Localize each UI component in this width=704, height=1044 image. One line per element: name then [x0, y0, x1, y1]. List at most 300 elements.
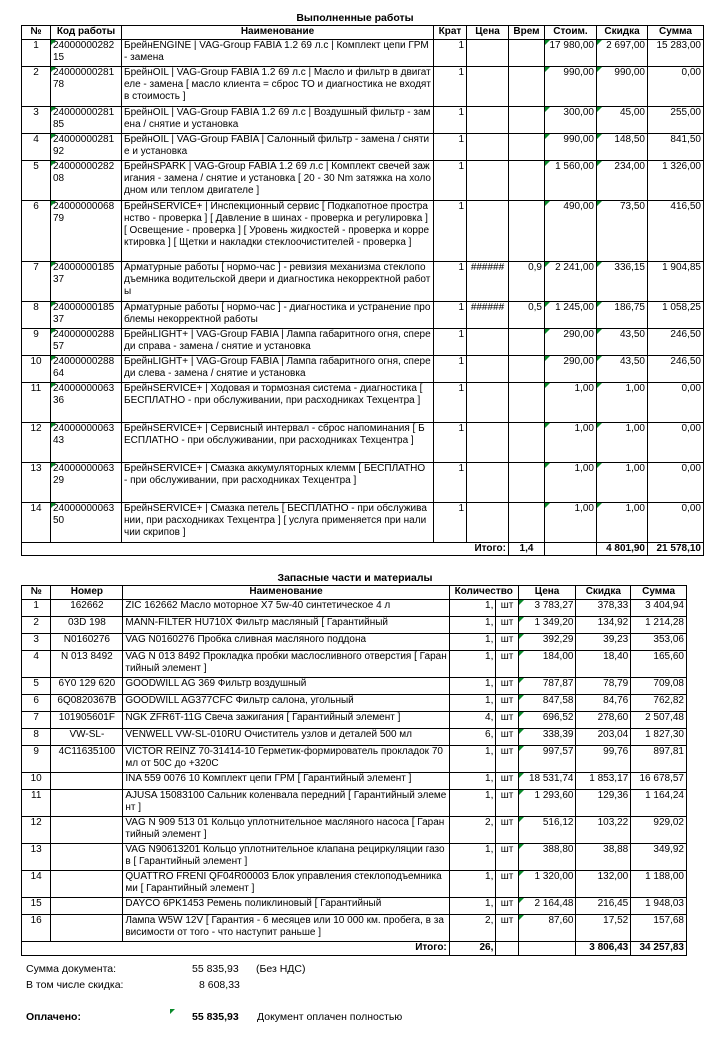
parts-row-name: QUATTRO FRENI QF04R00003 Блок управления стеклоподъемниками [ Гарантийный элемент ]	[123, 871, 449, 898]
parts-row-unit: шт	[496, 634, 518, 651]
parts-row-partnum: N0160276	[51, 634, 123, 651]
parts-row-number: 4	[22, 651, 51, 678]
parts-row-unit: шт	[496, 790, 518, 817]
works-total-cost	[545, 543, 597, 556]
parts-row-sum: 762,82	[631, 695, 687, 712]
parts-row-number: 13	[22, 844, 51, 871]
works-row-price	[467, 107, 509, 134]
works-row-sum: 0,00	[648, 383, 704, 423]
works-row	[22, 107, 704, 134]
works-row-number: 14	[22, 503, 51, 543]
works-row-name: БрейнSERVICE+ | Инспекционный сервис [ Подкапотное пространство - проверка ] [ Давление в шинах - проверка и регулировка ] [ Освещение - проверка ] [ Уровень жидкостей - проверка и корректировка ] [ Щетки и накладки стеклоочистителей - проверка ]	[122, 201, 434, 262]
parts-row-number: 7	[22, 712, 51, 729]
doc-sum-value: 55 835,93	[192, 963, 239, 975]
parts-row-number: 15	[22, 898, 51, 915]
parts-row-sum: 16 678,57	[631, 773, 687, 790]
parts-row-name: MANN-FILTER HU710X Фильтр масляный [ Гарантийный	[123, 617, 449, 634]
parts-table	[21, 585, 687, 956]
parts-row-price: 1 320,00	[518, 871, 576, 898]
works-row-time	[509, 134, 545, 161]
parts-total-label: Итого:	[22, 942, 450, 956]
works-row	[22, 423, 704, 463]
works-row-cost: 300,00	[545, 107, 597, 134]
works-row-code: 2400000028185	[51, 107, 122, 134]
parts-row-price: 1 293,60	[518, 790, 576, 817]
works-row-code: 2400000006350	[51, 503, 122, 543]
works-row-sum: 1 058,25	[648, 302, 704, 329]
works-row-cost: 2 241,00	[545, 262, 597, 302]
parts-row	[22, 600, 687, 617]
parts-row-discount: 1 853,17	[576, 773, 631, 790]
works-row	[22, 356, 704, 383]
parts-row-discount: 216,45	[576, 898, 631, 915]
works-row-cost: 490,00	[545, 201, 597, 262]
works-title: Выполненные работы	[296, 12, 414, 24]
works-row-name: БрейнSERVICE+ | Смазка аккумуляторных клемм [ БЕСПЛАТНО - при обслуживании, при расходниках Техцентра ]	[122, 463, 434, 503]
works-row-price	[467, 463, 509, 503]
parts-total-discount: 3 806,43	[576, 942, 631, 956]
parts-row-number: 5	[22, 678, 51, 695]
parts-row-price: 1 349,20	[518, 617, 576, 634]
works-row-cost: 1,00	[545, 423, 597, 463]
parts-row-qty: 4,	[449, 712, 496, 729]
parts-row-qty: 1,	[449, 634, 496, 651]
parts-row	[22, 871, 687, 898]
works-row-discount: 73,50	[597, 201, 648, 262]
parts-row-qty: 1,	[449, 678, 496, 695]
parts-row-qty: 1,	[449, 600, 496, 617]
parts-row-number: 9	[22, 746, 51, 773]
parts-row-price: 787,87	[518, 678, 576, 695]
paid-note: Документ оплачен полностью	[257, 1011, 403, 1023]
parts-row-price: 388,80	[518, 844, 576, 871]
works-row-price	[467, 201, 509, 262]
works-row-number: 9	[22, 329, 51, 356]
works-row-price	[467, 134, 509, 161]
parts-row	[22, 729, 687, 746]
works-row-discount: 990,00	[597, 67, 648, 107]
doc-sum-label: Сумма документа:	[26, 963, 117, 975]
parts-row-price: 2 164,48	[518, 898, 576, 915]
works-row-code: 2400000006336	[51, 383, 122, 423]
works-row-number: 3	[22, 107, 51, 134]
works-row-name: БрейнLIGHT+ | VAG-Group FABIA | Лампа габаритного огня, спереди слева - замена / снятие и установка	[122, 356, 434, 383]
works-row-time	[509, 383, 545, 423]
works-row-cost: 17 980,00	[545, 40, 597, 67]
parts-row-partnum	[51, 773, 123, 790]
parts-row-sum: 157,68	[631, 915, 687, 942]
parts-total-qty: 26,	[449, 942, 496, 956]
parts-col-price: Цена	[518, 586, 576, 600]
parts-row-name: VAG N 013 8492 Прокладка пробки маслосливного отверстия [ Гарантийный элемент ]	[123, 651, 449, 678]
works-col-code: Код работы	[51, 26, 122, 40]
works-row-cost: 290,00	[545, 356, 597, 383]
parts-row	[22, 844, 687, 871]
works-row-cost: 1 560,00	[545, 161, 597, 201]
parts-row-sum: 1 164,24	[631, 790, 687, 817]
works-row-name: БрейнOIL | VAG-Group FABIA 1.2 69 л.с | Масло и фильтр в двигателе - замена [ масло клиента = сброс ТО и диагностика не входят в стоимость ]	[122, 67, 434, 107]
parts-row-sum: 1 948,03	[631, 898, 687, 915]
works-table	[21, 25, 704, 556]
parts-row	[22, 915, 687, 942]
parts-row	[22, 678, 687, 695]
parts-row-qty: 1,	[449, 844, 496, 871]
works-row-discount: 186,75	[597, 302, 648, 329]
works-row-name: БрейнSERVICE+ | Сервисный интервал - сброс напоминания [ БЕСПЛАТНО - при обслуживании, при расходниках Техцентра ]	[122, 423, 434, 463]
parts-row-name: VAG N 909 513 01 Кольцо уплотнительное масляного насоса [ Гарантийный элемент ]	[123, 817, 449, 844]
parts-row-sum: 1 214,28	[631, 617, 687, 634]
works-row-krat: 1	[434, 40, 467, 67]
works-row-code: 2400000006329	[51, 463, 122, 503]
parts-row	[22, 712, 687, 729]
works-row-discount: 1,00	[597, 463, 648, 503]
parts-row-qty: 1,	[449, 790, 496, 817]
parts-row-discount: 78,79	[576, 678, 631, 695]
parts-row-name: VAG N90613201 Кольцо уплотнительное клапана рециркуляции газов [ Гарантийный элемент ]	[123, 844, 449, 871]
parts-row-partnum: 03D 198	[51, 617, 123, 634]
works-row-price	[467, 161, 509, 201]
works-row-discount: 1,00	[597, 423, 648, 463]
works-row-krat: 1	[434, 503, 467, 543]
works-total-sum: 21 578,10	[648, 543, 704, 556]
works-col-discount: Скидка	[597, 26, 648, 40]
works-row-number: 4	[22, 134, 51, 161]
works-row-name: Арматурные работы [ нормо-час ] - диагностика и устранение проблемы некорректной работы	[122, 302, 434, 329]
works-row	[22, 463, 704, 503]
parts-row-partnum: 101905601F	[51, 712, 123, 729]
parts-row-qty: 1,	[449, 746, 496, 773]
parts-row-partnum	[51, 790, 123, 817]
parts-row-discount: 134,92	[576, 617, 631, 634]
works-row-time	[509, 463, 545, 503]
parts-row-discount: 132,00	[576, 871, 631, 898]
parts-row-sum: 709,08	[631, 678, 687, 695]
works-row-time	[509, 423, 545, 463]
works-row-number: 11	[22, 383, 51, 423]
works-row-sum: 416,50	[648, 201, 704, 262]
discount-label: В том числе скидка:	[26, 979, 124, 991]
works-row-cost: 990,00	[545, 67, 597, 107]
works-row-code: 2400000018537	[51, 262, 122, 302]
works-total-discount: 4 801,90	[597, 543, 648, 556]
works-row-krat: 1	[434, 67, 467, 107]
works-row-code: 2400000028864	[51, 356, 122, 383]
parts-row-name: DAYCO 6PK1453 Ремень поликлиновый [ Гарантийный	[123, 898, 449, 915]
parts-row-number: 14	[22, 871, 51, 898]
parts-row-partnum: 162662	[51, 600, 123, 617]
works-row-code: 2400000006879	[51, 201, 122, 262]
parts-row	[22, 695, 687, 712]
works-row-discount: 1,00	[597, 383, 648, 423]
works-row-sum: 0,00	[648, 67, 704, 107]
works-row-krat: 1	[434, 201, 467, 262]
parts-row-sum: 2 507,48	[631, 712, 687, 729]
works-row-discount: 45,00	[597, 107, 648, 134]
works-row-number: 5	[22, 161, 51, 201]
works-col-krat: Крат	[434, 26, 467, 40]
parts-row-name: GOODWILL AG 369 Фильтр воздушный	[123, 678, 449, 695]
parts-row	[22, 746, 687, 773]
works-col-number: №	[22, 26, 51, 40]
parts-row-partnum	[51, 844, 123, 871]
works-row	[22, 503, 704, 543]
works-row-code: 2400000028178	[51, 67, 122, 107]
parts-row-price: 516,12	[518, 817, 576, 844]
works-row-sum: 246,50	[648, 356, 704, 383]
parts-row-partnum: 6Y0 129 620	[51, 678, 123, 695]
parts-row-unit: шт	[496, 844, 518, 871]
works-row	[22, 40, 704, 67]
works-row-number: 6	[22, 201, 51, 262]
works-row-krat: 1	[434, 329, 467, 356]
works-row-number: 8	[22, 302, 51, 329]
works-row-krat: 1	[434, 423, 467, 463]
parts-row-name: VENWELL VW-SL-010RU Очиститель узлов и деталей 500 мл	[123, 729, 449, 746]
parts-row-discount: 39,23	[576, 634, 631, 651]
parts-row-number: 12	[22, 817, 51, 844]
parts-row-partnum: 4C11635100	[51, 746, 123, 773]
parts-row-sum: 3 404,94	[631, 600, 687, 617]
parts-row-discount: 84,76	[576, 695, 631, 712]
parts-row-unit: шт	[496, 898, 518, 915]
parts-total-sum: 34 257,83	[631, 942, 687, 956]
works-row-time	[509, 107, 545, 134]
works-row-name: БрейнSERVICE+ | Смазка петель [ БЕСПЛАТНО - при обслуживании, при расходниках Техцентра ] [ услуга применяется при наличии скрипов ]	[122, 503, 434, 543]
works-row-number: 12	[22, 423, 51, 463]
works-row-price	[467, 383, 509, 423]
works-row-code: 2400000028215	[51, 40, 122, 67]
works-row	[22, 302, 704, 329]
works-col-time: Врем	[509, 26, 545, 40]
works-col-sum: Сумма	[648, 26, 704, 40]
works-row-number: 2	[22, 67, 51, 107]
works-row-price	[467, 423, 509, 463]
parts-row-unit: шт	[496, 651, 518, 678]
works-row-sum: 1 326,00	[648, 161, 704, 201]
parts-row-unit: шт	[496, 617, 518, 634]
works-row-cost: 1,00	[545, 503, 597, 543]
works-row-time	[509, 161, 545, 201]
parts-row-number: 16	[22, 915, 51, 942]
parts-row-number: 8	[22, 729, 51, 746]
parts-row-price: 18 531,74	[518, 773, 576, 790]
parts-row-price: 87,60	[518, 915, 576, 942]
works-row-price: ######	[467, 262, 509, 302]
works-row	[22, 134, 704, 161]
works-row-time: 0,5	[509, 302, 545, 329]
parts-col-number: №	[22, 586, 51, 600]
parts-row-sum: 897,81	[631, 746, 687, 773]
works-row-discount: 336,15	[597, 262, 648, 302]
parts-row-name: INA 559 0076 10 Комплект цепи ГРМ [ Гарантийный элемент ]	[123, 773, 449, 790]
works-row	[22, 262, 704, 302]
works-row-name: БрейнOIL | VAG-Group FABIA 1.2 69 л.с | Воздушный фильтр - замена / снятие и установка	[122, 107, 434, 134]
works-row-sum: 1 904,85	[648, 262, 704, 302]
works-row-krat: 1	[434, 161, 467, 201]
works-row-time	[509, 329, 545, 356]
works-row-sum: 246,50	[648, 329, 704, 356]
works-row-time	[509, 503, 545, 543]
works-row-name: Арматурные работы [ нормо-час ] - ревизия механизма стеклоподъемника водительской двери и диагностика некорректной работы	[122, 262, 434, 302]
works-col-cost: Стоим.	[545, 26, 597, 40]
parts-row-number: 2	[22, 617, 51, 634]
parts-row-partnum	[51, 915, 123, 942]
parts-row-partnum: VW-SL-	[51, 729, 123, 746]
works-row-sum: 0,00	[648, 463, 704, 503]
parts-row-discount: 17,52	[576, 915, 631, 942]
works-row-number: 13	[22, 463, 51, 503]
parts-total-unit	[496, 942, 518, 956]
parts-row-sum: 1 827,30	[631, 729, 687, 746]
works-row	[22, 161, 704, 201]
discount-value: 8 608,33	[199, 979, 240, 991]
parts-row-qty: 6,	[449, 729, 496, 746]
parts-row-qty: 1,	[449, 617, 496, 634]
parts-row-unit: шт	[496, 678, 518, 695]
parts-row-discount: 203,04	[576, 729, 631, 746]
parts-row-number: 1	[22, 600, 51, 617]
works-row-sum: 0,00	[648, 503, 704, 543]
works-row-krat: 1	[434, 463, 467, 503]
parts-row-qty: 1,	[449, 898, 496, 915]
works-row-sum: 15 283,00	[648, 40, 704, 67]
paid-mark	[170, 1009, 175, 1014]
parts-total-row	[22, 942, 687, 956]
works-row-cost: 1 245,00	[545, 302, 597, 329]
parts-row-sum: 165,60	[631, 651, 687, 678]
parts-row-qty: 1,	[449, 871, 496, 898]
paid-value: 55 835,93	[192, 1011, 239, 1023]
parts-row-number: 6	[22, 695, 51, 712]
works-row-discount: 1,00	[597, 503, 648, 543]
parts-row-sum: 349,92	[631, 844, 687, 871]
works-total-time: 1,4	[509, 543, 545, 556]
works-row-price	[467, 503, 509, 543]
parts-row-price: 997,57	[518, 746, 576, 773]
parts-row-qty: 2,	[449, 817, 496, 844]
parts-row-qty: 1,	[449, 773, 496, 790]
parts-row-unit: шт	[496, 773, 518, 790]
parts-row-unit: шт	[496, 729, 518, 746]
works-total-row	[22, 543, 704, 556]
works-row-sum: 841,50	[648, 134, 704, 161]
works-row	[22, 201, 704, 262]
parts-row-discount: 129,36	[576, 790, 631, 817]
parts-row-unit: шт	[496, 915, 518, 942]
works-row-cost: 1,00	[545, 463, 597, 503]
paid-label: Оплачено:	[26, 1011, 81, 1023]
parts-col-qty: Количество	[449, 586, 518, 600]
works-row-name: БрейнSPARK | VAG-Group FABIA 1.2 69 л.с | Комплект свечей зажигания - замена / снятие и установка [ 20 - 30 Nm затяжка на холодном или теплом двигателе ]	[122, 161, 434, 201]
parts-row-unit: шт	[496, 600, 518, 617]
parts-row-name: AJUSA 15083100 Сальник коленвала передний [ Гарантийный элемент ]	[123, 790, 449, 817]
works-row-code: 2400000028192	[51, 134, 122, 161]
parts-total-price	[518, 942, 576, 956]
parts-row-name: VAG N0160276 Пробка сливная масляного поддона	[123, 634, 449, 651]
parts-row-discount: 99,76	[576, 746, 631, 773]
parts-row-qty: 1,	[449, 695, 496, 712]
parts-row-qty: 2,	[449, 915, 496, 942]
parts-row	[22, 634, 687, 651]
works-col-price: Цена	[467, 26, 509, 40]
parts-col-sum: Сумма	[631, 586, 687, 600]
parts-row-partnum	[51, 871, 123, 898]
works-row	[22, 383, 704, 423]
parts-row-price: 847,58	[518, 695, 576, 712]
works-row-krat: 1	[434, 302, 467, 329]
works-row-krat: 1	[434, 383, 467, 423]
works-row-price	[467, 356, 509, 383]
parts-row-number: 10	[22, 773, 51, 790]
works-header-row	[22, 26, 704, 40]
doc-sum-note: (Без НДС)	[256, 963, 306, 975]
works-row-sum: 255,00	[648, 107, 704, 134]
parts-row-qty: 1,	[449, 651, 496, 678]
parts-row-price: 3 783,27	[518, 600, 576, 617]
works-row-discount: 234,00	[597, 161, 648, 201]
parts-row-price: 696,52	[518, 712, 576, 729]
works-row-cost: 290,00	[545, 329, 597, 356]
parts-row-name: GOODWILL AG377CFC Фильтр салона, угольный	[123, 695, 449, 712]
works-row-name: БрейнOIL | VAG-Group FABIA | Салонный фильтр - замена / снятие и установка	[122, 134, 434, 161]
parts-row-unit: шт	[496, 817, 518, 844]
works-col-name: Наименование	[122, 26, 434, 40]
parts-row-sum: 1 188,00	[631, 871, 687, 898]
parts-row-discount: 278,60	[576, 712, 631, 729]
parts-row-name: Лампа W5W 12V [ Гарантия - 6 месяцев или 10 000 км. пробега, в зависимости от того - что наступит раньше ]	[123, 915, 449, 942]
parts-row-discount: 18,40	[576, 651, 631, 678]
parts-row	[22, 898, 687, 915]
works-row-code: 2400000028857	[51, 329, 122, 356]
works-row	[22, 329, 704, 356]
parts-row-number: 11	[22, 790, 51, 817]
works-row-name: БрейнLIGHT+ | VAG-Group FABIA | Лампа габаритного огня, спереди справа - замена / снятие и установка	[122, 329, 434, 356]
parts-col-name: Наименование	[123, 586, 449, 600]
parts-row-unit: шт	[496, 695, 518, 712]
parts-row-sum: 353,06	[631, 634, 687, 651]
parts-row-sum: 929,02	[631, 817, 687, 844]
works-row-code: 2400000006343	[51, 423, 122, 463]
parts-row	[22, 651, 687, 678]
parts-row-discount: 378,33	[576, 600, 631, 617]
works-row-time: 0,9	[509, 262, 545, 302]
works-row-discount: 2 697,00	[597, 40, 648, 67]
works-row-name: БрейнENGINE | VAG-Group FABIA 1.2 69 л.с | Комплект цепи ГРМ - замена	[122, 40, 434, 67]
works-row-number: 7	[22, 262, 51, 302]
works-row-krat: 1	[434, 134, 467, 161]
works-total-label: Итого:	[22, 543, 509, 556]
works-row-time	[509, 40, 545, 67]
parts-row-partnum	[51, 817, 123, 844]
works-row-cost: 990,00	[545, 134, 597, 161]
works-row	[22, 67, 704, 107]
works-row-price	[467, 40, 509, 67]
works-row-time	[509, 356, 545, 383]
parts-row-partnum	[51, 898, 123, 915]
parts-row-name: VICTOR REINZ 70-31414-10 Герметик-формирователь прокладок 70 мл от 50С до +320С	[123, 746, 449, 773]
works-row-price	[467, 329, 509, 356]
works-row-sum: 0,00	[648, 423, 704, 463]
works-row-krat: 1	[434, 356, 467, 383]
works-row-code: 2400000018537	[51, 302, 122, 329]
parts-header-row	[22, 586, 687, 600]
parts-row-unit: шт	[496, 746, 518, 773]
parts-row-partnum: 6Q0820367B	[51, 695, 123, 712]
parts-row-price: 338,39	[518, 729, 576, 746]
works-row-time	[509, 201, 545, 262]
parts-row-unit: шт	[496, 871, 518, 898]
parts-row	[22, 773, 687, 790]
